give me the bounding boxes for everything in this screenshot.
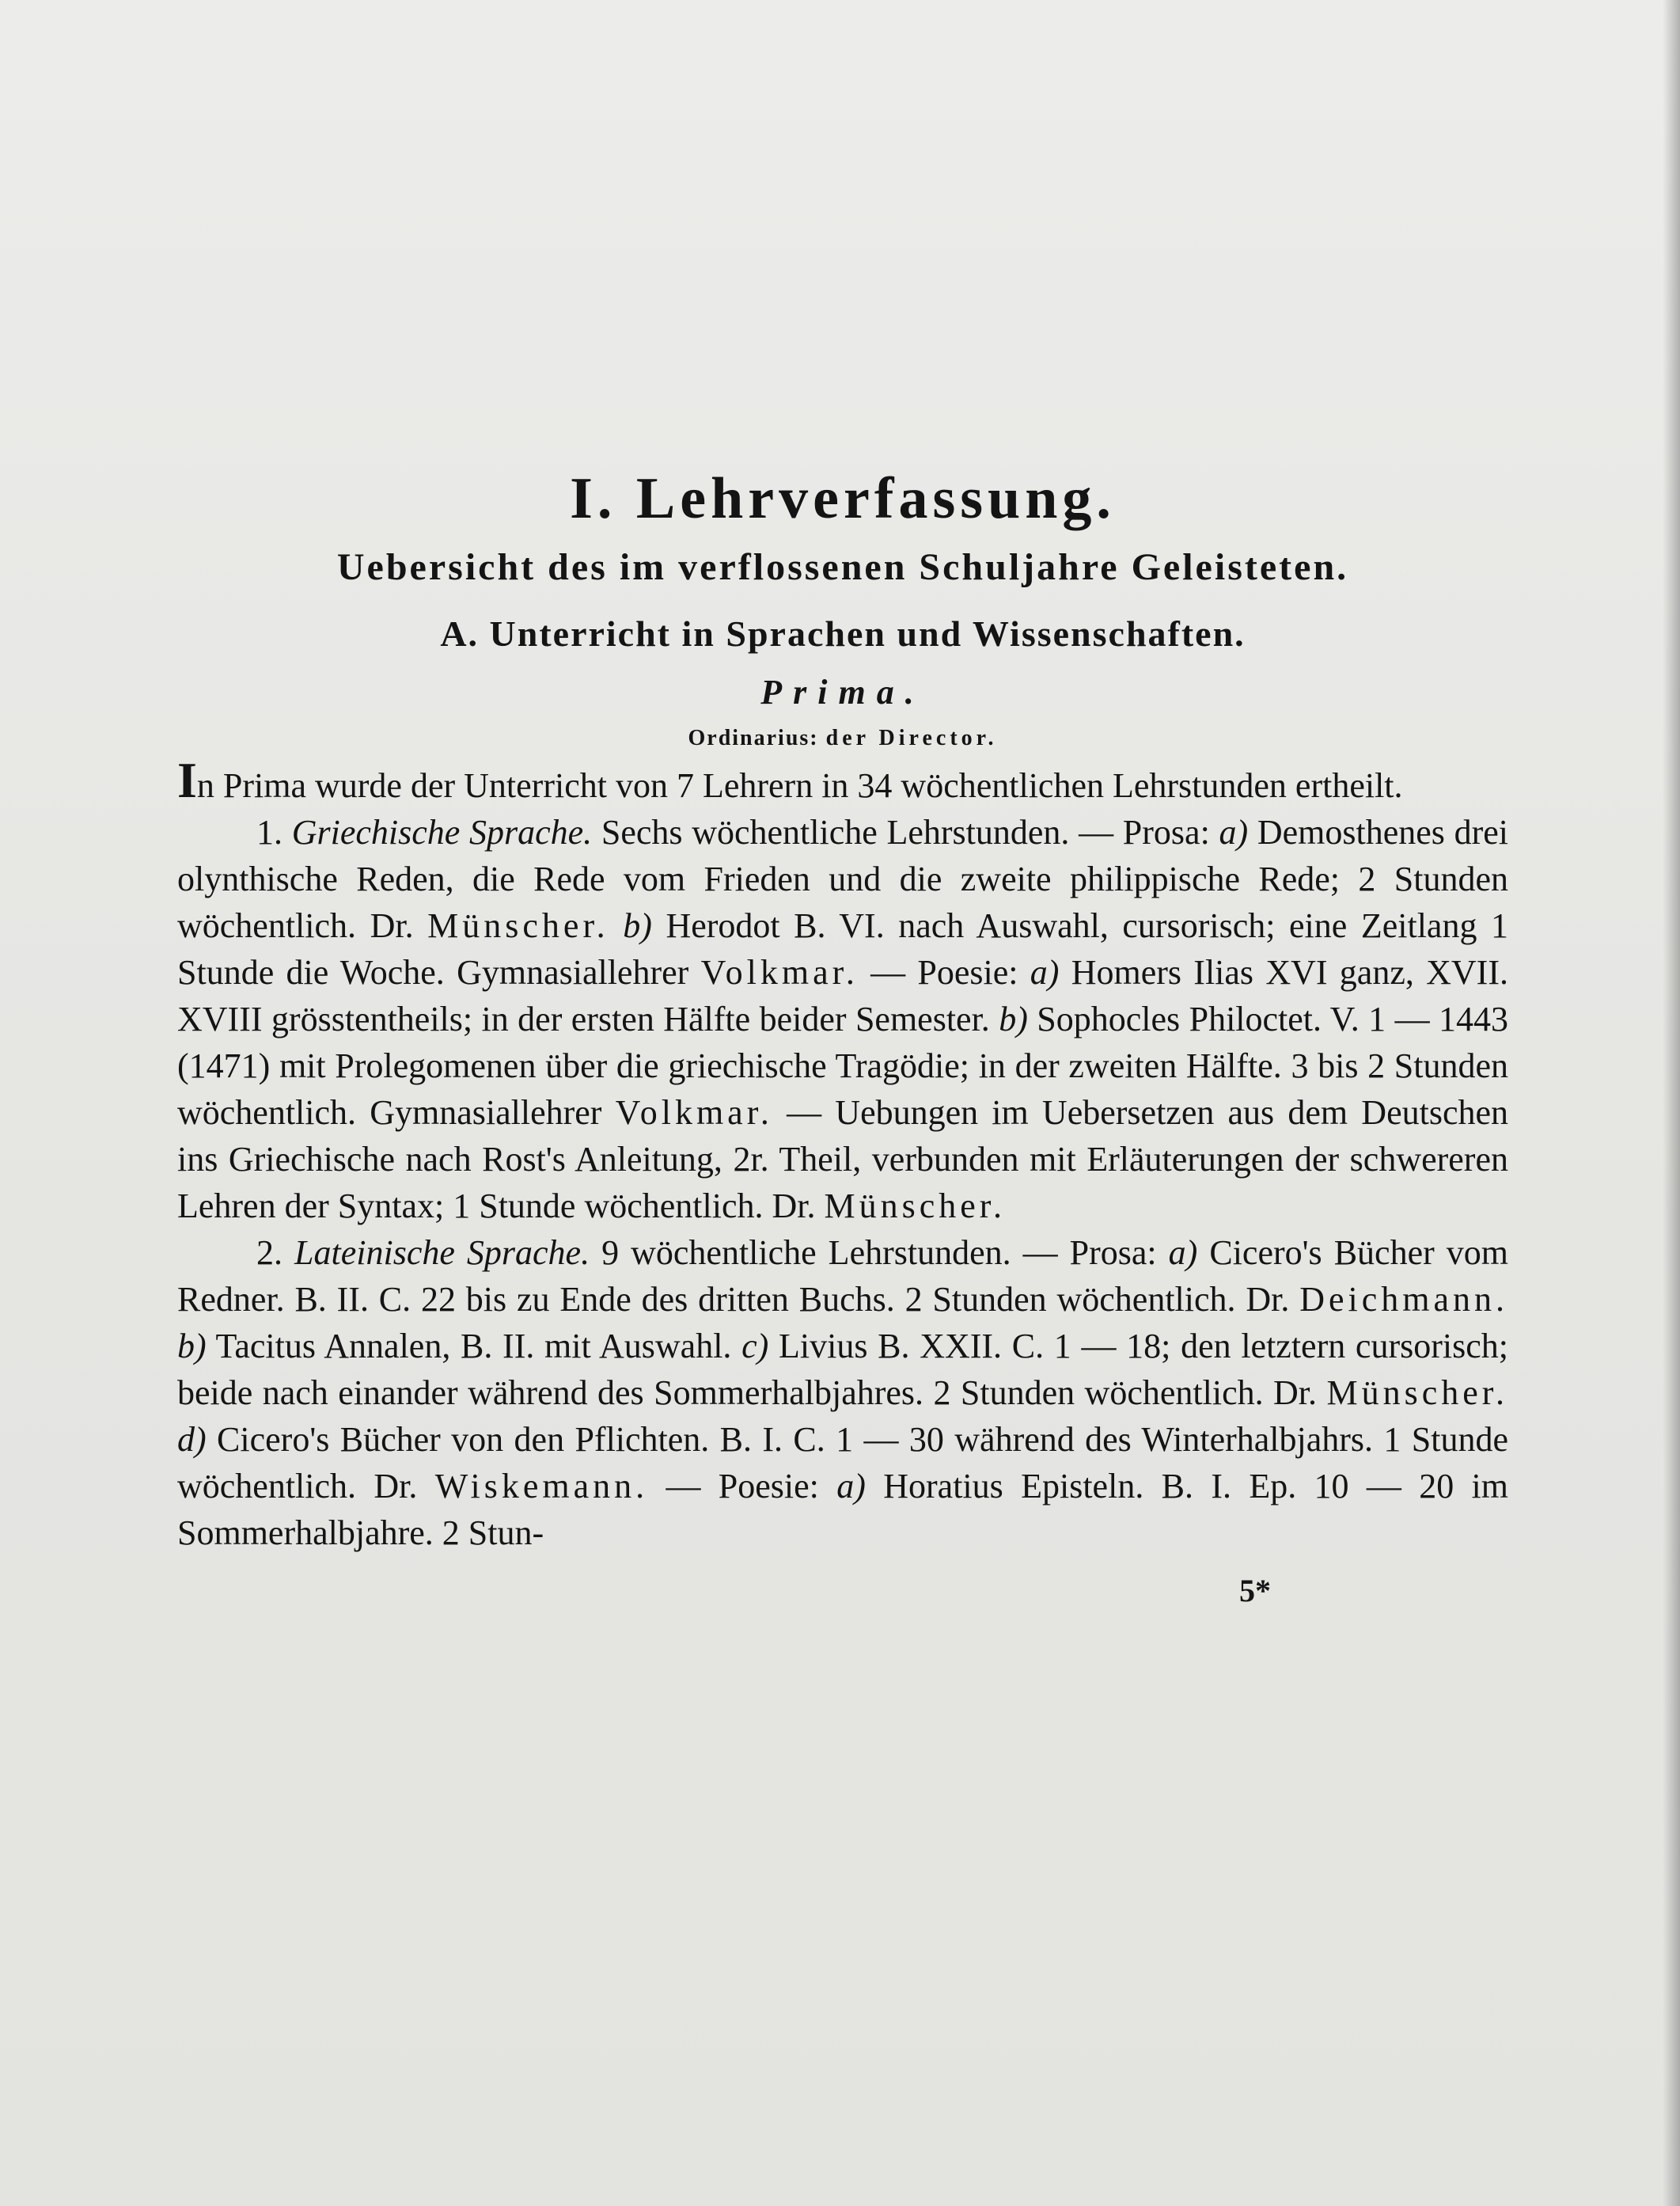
ordinarius-value: der Director. [825,726,998,750]
greek-marker-a1: a) [1219,813,1249,852]
greek-marker-a2: a) [1030,953,1060,992]
latin-marker-a1: a) [1168,1233,1198,1272]
latin-text-9: Horatius Episteln. B. I. Ep. 10 — 20 im Sommerhalbjahre. 2 Stun- [177,1467,1508,1552]
latin-text-5: Livius B. XXII. C. 1 — 18; den letztern cursorisch; beide nach einander während des Sommerhalbjahres. 2 Stunden wöchentlich. Dr. [177,1327,1508,1412]
latin-teacher-1: Deichmann. [1299,1280,1508,1319]
latin-marker-c1: c) [741,1327,769,1365]
greek-text-8: — Uebungen im Uebersetzen aus dem Deutschen ins Griechische nach Rost's Anleitung, 2r. Theil, verbunden mit Erläuterungen der schwereren Lehren der Syntax; 1 Stunde wöchentlich. Dr. [177,1093,1508,1225]
greek-text-1: Sechs wöchentliche Lehrstunden. — Prosa: [592,813,1219,852]
intro-paragraph [177,752,1508,809]
main-title: I. Lehrverfassung. [570,466,1116,531]
greek-number: 1. [256,813,283,852]
greek-marker-b2: b) [999,1000,1028,1038]
intro-text: n Prima wurde der Unterricht von 7 Lehrern in 34 wöchentlichen Lehrstunden ertheilt. [196,766,1403,805]
latin-number: 2. [256,1233,283,1272]
signature-mark: 5* [1239,1573,1271,1608]
ordinarius-label: Ordinarius: [688,726,819,750]
page-edge-shadow [1663,0,1680,2206]
greek-text-7: Sophocles Philoctet. V. 1 — 1443 (1471) mit Prolegomenen über die griechische Tragödie; in der zweiten Hälfte. 3 bis 2 Stunden wöchentlich. Gymnasiallehrer [177,1000,1508,1132]
latin-marker-d1: d) [177,1420,207,1459]
latin-text-4: Tacitus Annalen, B. II. mit Auswahl. [206,1327,742,1365]
text-block [177,463,1508,1615]
latin-text-7: Cicero's Bücher von den Pflichten. B. I. C. 1 — 30 während des Winterhalbjahrs. 1 Stunde wöchentlich. Dr. [177,1420,1508,1505]
latin-marker-b1: b) [177,1327,207,1365]
ordinarius-line [177,720,1508,757]
greek-teacher-3: Volkmar. [615,1093,773,1132]
greek-teacher-2: Volkmar. [700,953,859,992]
latin-teacher-3: Wiskemann. [434,1467,649,1505]
greek-marker-b1: b) [623,906,652,945]
greek-text-6: Homers Ilias XVI ganz, XVII. XVIII grösstentheils; in der ersten Hälfte beider Semester. [177,953,1508,1038]
greek-text-3 [609,906,624,945]
intro-initial: I [177,752,197,808]
greek-text-4: Herodot B. VI. nach Auswahl, cursorisch; eine Zeitlang 1 Stunde die Woche. Gymnasiallehrer [177,906,1509,992]
latin-text-8: — Poesie: [648,1467,837,1505]
latin-subject: Lateinische Sprache. [294,1233,590,1272]
latin-text-1: 9 wöchentliche Lehrstunden. — Prosa: [590,1233,1169,1272]
latin-marker-a2: a) [836,1467,866,1505]
class-heading: Prima. [760,673,925,712]
greek-text-5: — Poesie: [858,953,1030,992]
subtitle: Uebersicht des im verflossenen Schuljahre Geleisteten. [336,546,1349,588]
latin-teacher-2: Münscher. [1326,1373,1508,1412]
latin-paragraph [177,1229,1508,1556]
greek-teacher-1: Münscher. [427,906,609,945]
greek-text-2: Demosthenes drei olynthische Reden, die Rede vom Frieden und die zweite philippische Rede; 2 Stunden wöchentlich. Dr. [177,813,1509,945]
section-title: A. Unterricht in Sprachen und Wissenschaften. [440,613,1246,654]
latin-text-2: Cicero's Bücher vom Redner. B. II. C. 22 bis zu Ende des dritten Buchs. 2 Stunden wöchentlich. Dr. [177,1233,1508,1319]
greek-paragraph [177,809,1508,1229]
greek-subject: Griechische Sprache. [291,813,593,852]
greek-teacher-4: Münscher. [824,1187,1007,1225]
